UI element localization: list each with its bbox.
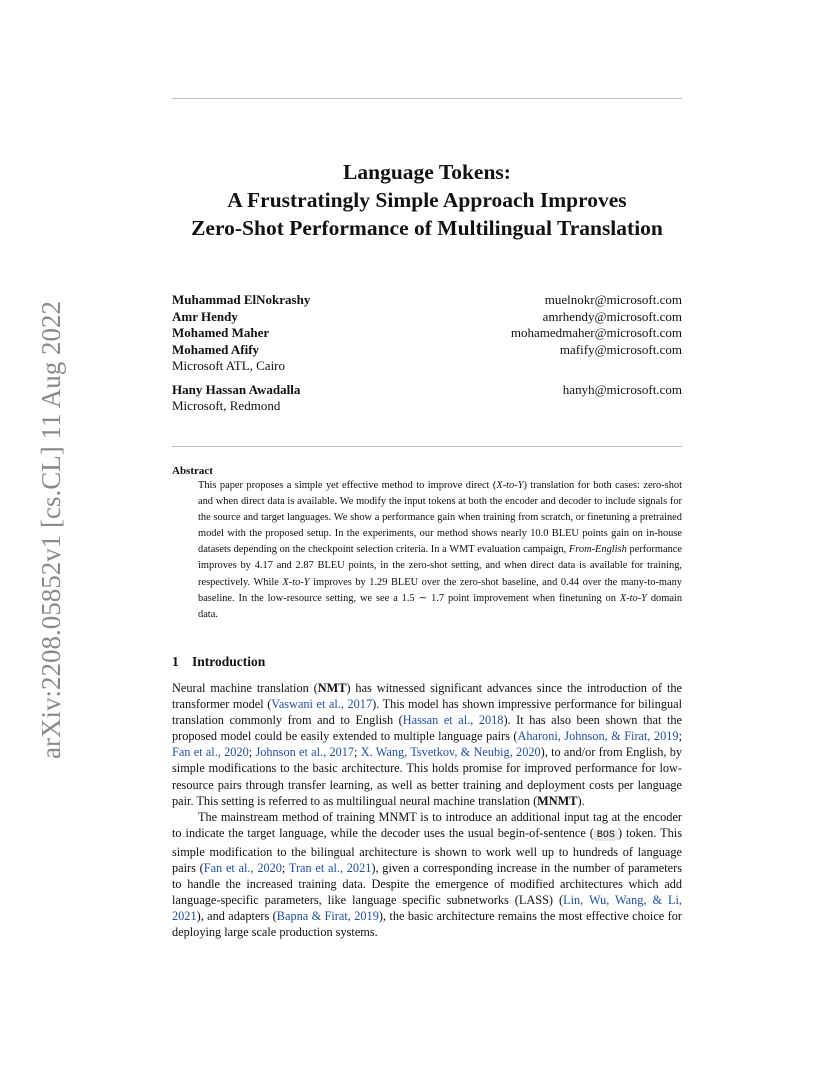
abstract-text: performance improves by 4.17 and 2.87 BLEU points, in the zero-shot setting, and when direct data is available for training, respectively. While [198, 544, 683, 588]
citation-link[interactable]: Tran et al., 2021 [288, 861, 372, 876]
abstract-text: X-to-Y [496, 480, 524, 491]
author-block [172, 292, 682, 415]
text: ; [248, 745, 256, 760]
abstract-text: improves by 1.29 BLEU over the zero-shot baseline, and 0.44 over the many-to-many baseline. In the low-resource setting, we see a 1.5 ∼ 1.7 point improvement when finetuning on [198, 576, 683, 604]
text: ; [354, 745, 361, 760]
author-row [172, 292, 682, 309]
introduction-body [172, 680, 682, 941]
text: ), and adapters ( [196, 909, 277, 924]
text: ; [678, 729, 682, 744]
paper-title [150, 158, 704, 242]
arxiv-stamp: arXiv:2208.05852v1 [cs.CL] 11 Aug 2022 [36, 301, 66, 759]
author-name: Mohamed Maher [172, 325, 270, 340]
author-name: Amr Hendy [172, 308, 238, 324]
author-email[interactable]: hanyh@microsoft.com [562, 381, 682, 397]
author-email[interactable]: amrhendy@microsoft.com [542, 308, 682, 324]
text: ) has witnessed significant advances since the introduction of the transformer model ( [172, 681, 682, 712]
section-number: 1 [172, 654, 179, 669]
author-email[interactable]: mohamedmaher@microsoft.com [510, 325, 682, 340]
author-name: Muhammad ElNokrashy [172, 292, 311, 307]
bos-token: BOS [594, 830, 618, 841]
section-title: Introduction [192, 654, 266, 669]
title-line: Language Tokens: [343, 160, 511, 184]
abstract-heading: Abstract [172, 465, 213, 477]
text: ), given a corresponding increase in the number of parameters to handle the increased training data. Despite the emergence of modified architectures which add language-specific parameters, like language specific subnetworks (LASS) ( [172, 861, 682, 908]
abstract-text: This paper proposes a simple yet effective method to improve direct ( [198, 480, 497, 491]
author-row [172, 342, 682, 359]
text: NMT [317, 681, 347, 695]
author-name: Hany Hassan Awadalla [172, 381, 301, 397]
citation-link[interactable]: Fan et al., 2020 [172, 745, 249, 760]
text: ; [281, 861, 289, 876]
abstract-text: ) translation for both cases: zero-shot and when direct data is available. We modify the input tokens at both the encoder and decoder to include signals for the source and target languages. We show a performance gain when training from scratch, or finetuning a pretrained model with the proposed setup. In the experiments, our method shows nearly 10.0 BLEU points gain on in-house datasets depending on the checkpoint selection criteria. In a WMT evaluation campaign, [198, 480, 682, 556]
citation-link[interactable]: X. Wang, Tsvetkov, & Neubig, 2020 [360, 745, 541, 760]
citation-link[interactable]: Vaswani et al., 2017 [271, 697, 373, 712]
title-line: Zero-Shot Performance of Multilingual Translation [191, 216, 663, 240]
abstract-text: X-to-Y [282, 576, 310, 588]
citation-link[interactable]: Lin, Wu, Wang, & Li, 2021 [172, 893, 683, 924]
text: ) token. This simple modification to the bilingual architecture is shown to work well up to hundreds of language pairs ( [172, 825, 682, 876]
author-row [172, 309, 682, 326]
abstract-text: X-to-Y [619, 592, 647, 604]
citation-link[interactable]: Aharoni, Johnson, & Firat, 2019 [517, 729, 679, 744]
text: ). It has also been shown that the proposed model could be easily extended to multiple language pairs ( [172, 713, 683, 744]
paragraph [172, 680, 682, 809]
mid-rule [172, 446, 682, 447]
citation-link[interactable]: Johnson et al., 2017 [255, 745, 355, 760]
text: ), the basic architecture remains the most effective choice for deploying large scale production systems. [172, 909, 682, 940]
affiliation: Microsoft ATL, Cairo [172, 358, 286, 373]
abstract-text: domain data. [198, 592, 683, 620]
citation-link[interactable]: Bapna & Firat, 2019 [276, 909, 379, 924]
text: ). This model has shown impressive performance for bilingual translation commonly from and to English ( [172, 697, 682, 728]
text: Neural machine translation ( [172, 681, 318, 695]
citation-link[interactable]: Hassan et al., 2018 [402, 713, 504, 728]
top-rule [172, 98, 682, 99]
affiliation: Microsoft, Redmond [172, 398, 281, 413]
paragraph [172, 809, 682, 941]
title-line: A Frustratingly Simple Approach Improves [227, 188, 627, 212]
text: ). [577, 793, 585, 808]
author-name: Mohamed Afify [172, 341, 260, 357]
author-email[interactable]: mafify@microsoft.com [559, 341, 682, 357]
abstract [172, 464, 682, 623]
text: ), to and/or from English, by simple modifications to the basic architecture. This holds promise for improved performance for low-resource pairs through transfer learning, as well as better training and deployment costs per language pair. This setting is referred to as multilingual neural machine translation ( [172, 745, 682, 808]
author-email[interactable]: muelnokr@microsoft.com [544, 292, 682, 307]
author-row [172, 382, 682, 399]
abstract-text: From-English [568, 544, 627, 556]
text: The mainstream method of training MNMT is to introduce an additional input tag at the encoder to indicate the target language, while the decoder uses the usual begin-of-sentence ( [172, 809, 682, 840]
text: MNMT [537, 793, 578, 808]
author-row [172, 325, 682, 342]
section-heading [172, 654, 265, 670]
abstract-body [198, 478, 682, 623]
citation-link[interactable]: Fan et al., 2020 [203, 861, 282, 876]
